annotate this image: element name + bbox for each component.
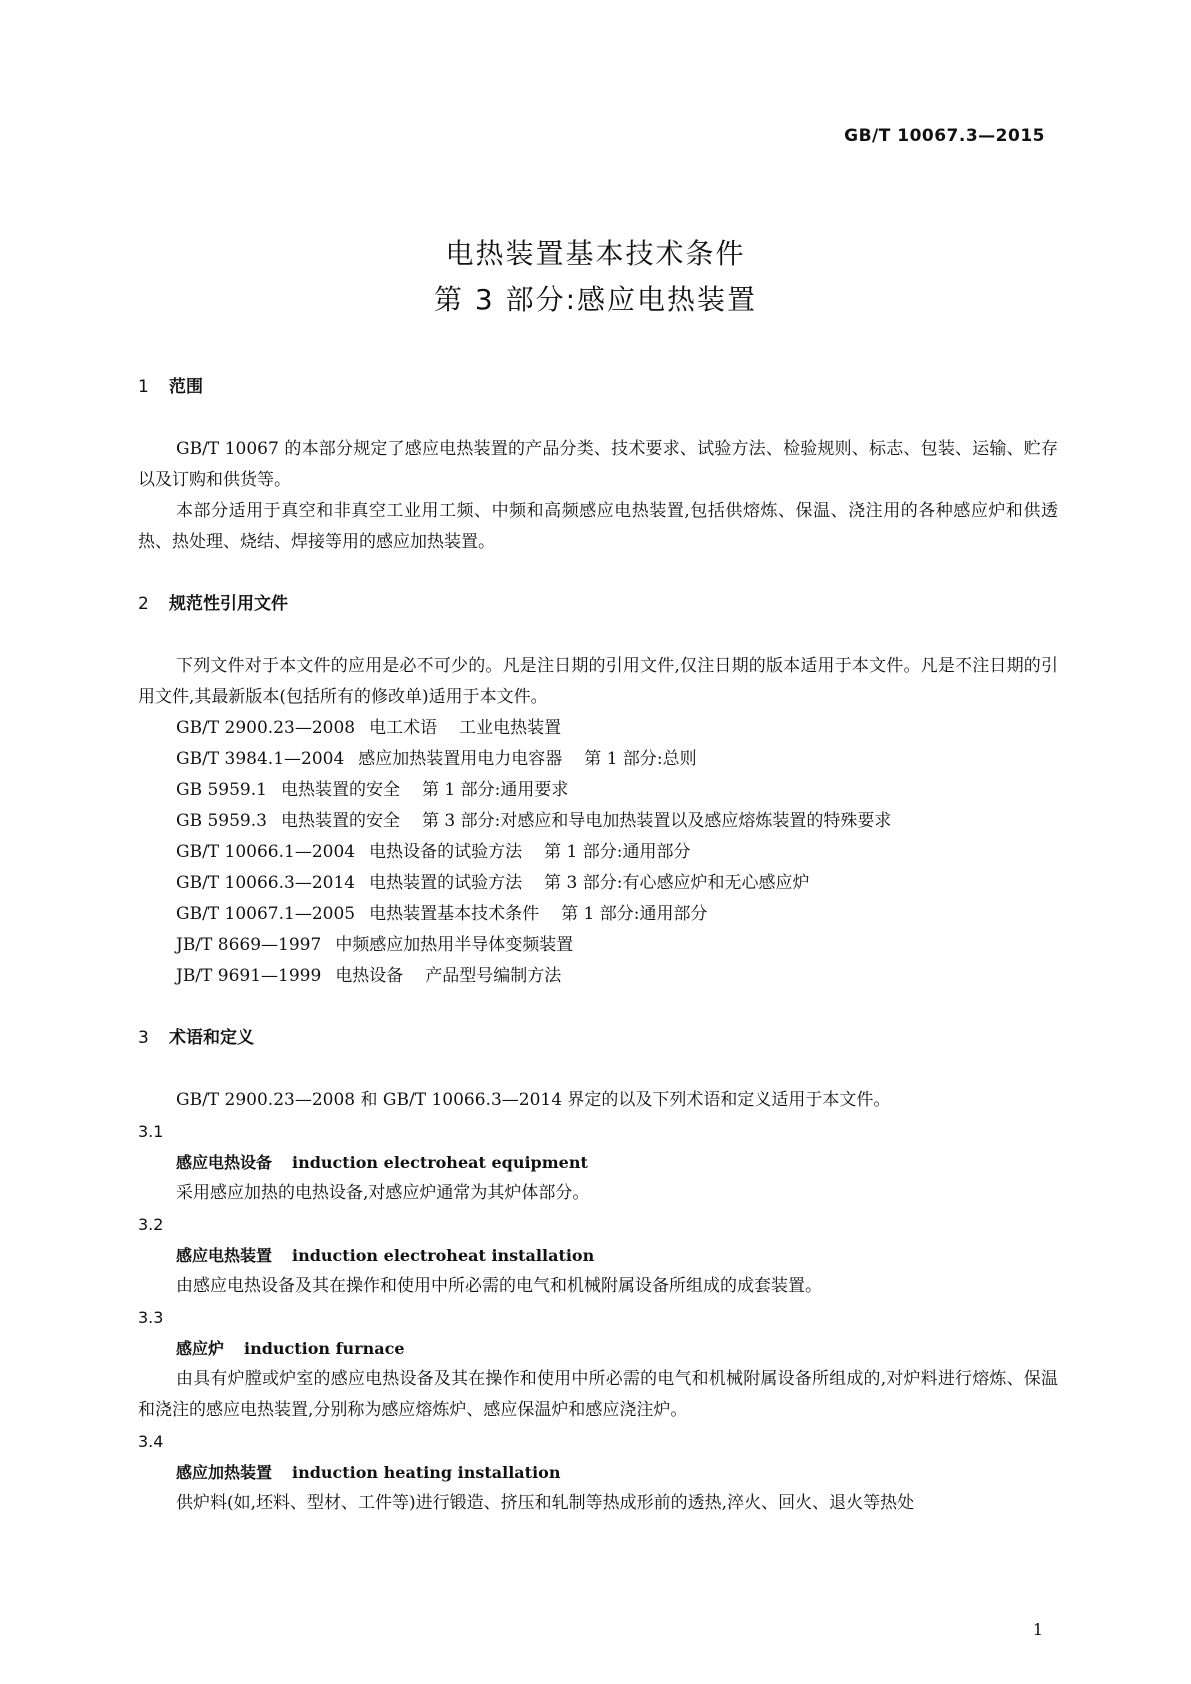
term-definition: 由感应电热设备及其在操作和使用中所必需的电气和机械附属设备所组成的成套装置。 [176, 1276, 822, 1296]
reference-item [138, 961, 1058, 992]
reference-subtitle: 第 1 部分:通用部分 [544, 842, 691, 862]
reference-code: GB 5959.3 [176, 811, 267, 831]
reference-title: 电热设备 [335, 966, 404, 986]
term-cn: 感应加热装置 [176, 1463, 273, 1482]
paragraph: GB/T 10067 的本部分规定了感应电热装置的产品分类、技术要求、试验方法、检验规则、标志、包装、运输、贮存以及订购和供货等。 [138, 439, 1058, 490]
reference-item [138, 713, 1058, 744]
reference-title: 电热装置的安全 [280, 780, 400, 800]
reference-item [138, 775, 1058, 806]
reference-title: 中频感应加热用半导体变频装置 [335, 935, 574, 955]
document-title: 电热装置基本技术条件 [445, 237, 746, 270]
reference-title: 电热装置的安全 [280, 811, 400, 831]
section-title: 规范性引用文件 [169, 594, 288, 614]
reference-code: GB/T 10066.3—2014 [176, 873, 356, 893]
term-number: 3.4 [138, 1432, 164, 1451]
standard-code: GB/T 10067.3—2015 [844, 126, 1045, 146]
term-number: 3.1 [138, 1122, 164, 1141]
term-en: induction furnace [244, 1339, 405, 1358]
term-definition: 采用感应加热的电热设备,对感应炉通常为其炉体部分。 [176, 1183, 590, 1203]
reference-item [138, 930, 1058, 961]
reference-subtitle: 第 1 部分:通用部分 [561, 904, 708, 924]
reference-title: 感应加热装置用电力电容器 [358, 749, 563, 769]
term-number: 3.3 [138, 1308, 164, 1327]
reference-title: 电工术语 [369, 718, 438, 738]
term-en: induction heating installation [292, 1463, 561, 1482]
reference-code: GB/T 3984.1—2004 [176, 749, 345, 769]
section-heading-normative-references [138, 589, 1058, 620]
reference-subtitle: 第 1 部分:通用要求 [421, 780, 569, 800]
section-number: 2 [138, 594, 149, 614]
reference-subtitle: 第 3 部分:对感应和导电加热装置以及感应熔炼装置的特殊要求 [421, 811, 892, 831]
reference-title: 电热装置的试验方法 [369, 873, 523, 893]
reference-code: GB 5959.1 [176, 780, 267, 800]
term-number: 3.2 [138, 1215, 164, 1234]
section-title: 范围 [169, 377, 203, 397]
term-heading [138, 1457, 1058, 1488]
term-cn: 感应炉 [176, 1339, 225, 1358]
reference-code: GB/T 10066.1—2004 [176, 842, 356, 862]
document-subtitle: 第 3 部分:感应电热装置 [433, 283, 758, 316]
term-en: induction electroheat installation [292, 1246, 595, 1265]
reference-title: 电热设备的试验方法 [369, 842, 523, 862]
reference-item [138, 837, 1058, 868]
term-definition: 供炉料(如,坯料、型材、工件等)进行锻造、挤压和轧制等热成形前的透热,淬火、回火、退火等热处 [176, 1493, 915, 1513]
section-heading-terms [138, 1023, 1058, 1054]
paragraph: GB/T 2900.23—2008 和 GB/T 10066.3—2014 界定的以及下列术语和定义适用于本文件。 [176, 1090, 891, 1110]
document-body [138, 372, 1058, 1519]
section-title: 术语和定义 [169, 1028, 254, 1048]
section-number: 1 [138, 377, 149, 397]
page-number: 1 [1032, 1620, 1043, 1639]
reference-code: JB/T 9691—1999 [176, 966, 322, 986]
reference-item [138, 868, 1058, 899]
reference-subtitle: 第 3 部分:有心感应炉和无心感应炉 [544, 873, 810, 893]
paragraph: 本部分适用于真空和非真空工业用工频、中频和高频感应电热装置,包括供熔炼、保温、浇注用的各种感应炉和供透热、热处理、烧结、焊接等用的感应加热装置。 [138, 501, 1058, 552]
paragraph: 下列文件对于本文件的应用是必不可少的。凡是注日期的引用文件,仅注日期的版本适用于本文件。凡是不注日期的引用文件,其最新版本(包括所有的修改单)适用于本文件。 [138, 656, 1058, 707]
reference-subtitle: 第 1 部分:总则 [584, 749, 697, 769]
term-cn: 感应电热设备 [176, 1153, 273, 1172]
reference-code: GB/T 10067.1—2005 [176, 904, 356, 924]
reference-title: 电热装置基本技术条件 [369, 904, 540, 924]
reference-item [138, 744, 1058, 775]
section-heading-scope [138, 372, 1058, 403]
reference-subtitle: 工业电热装置 [459, 718, 562, 738]
term-heading [138, 1240, 1058, 1271]
reference-item [138, 899, 1058, 930]
term-definition: 由具有炉膛或炉室的感应电热设备及其在操作和使用中所必需的电气和机械附属设备所组成的,对炉料进行熔炼、保温和浇注的感应电热装置,分别称为感应熔炼炉、感应保温炉和感应浇注炉。 [138, 1369, 1058, 1420]
term-en: induction electroheat equipment [292, 1153, 588, 1172]
term-heading [138, 1147, 1058, 1178]
term-heading [138, 1333, 1058, 1364]
reference-subtitle: 产品型号编制方法 [425, 966, 562, 986]
reference-code: JB/T 8669—1997 [176, 935, 322, 955]
section-number: 3 [138, 1028, 149, 1048]
reference-item [138, 806, 1058, 837]
term-cn: 感应电热装置 [176, 1246, 273, 1265]
reference-code: GB/T 2900.23—2008 [176, 718, 356, 738]
